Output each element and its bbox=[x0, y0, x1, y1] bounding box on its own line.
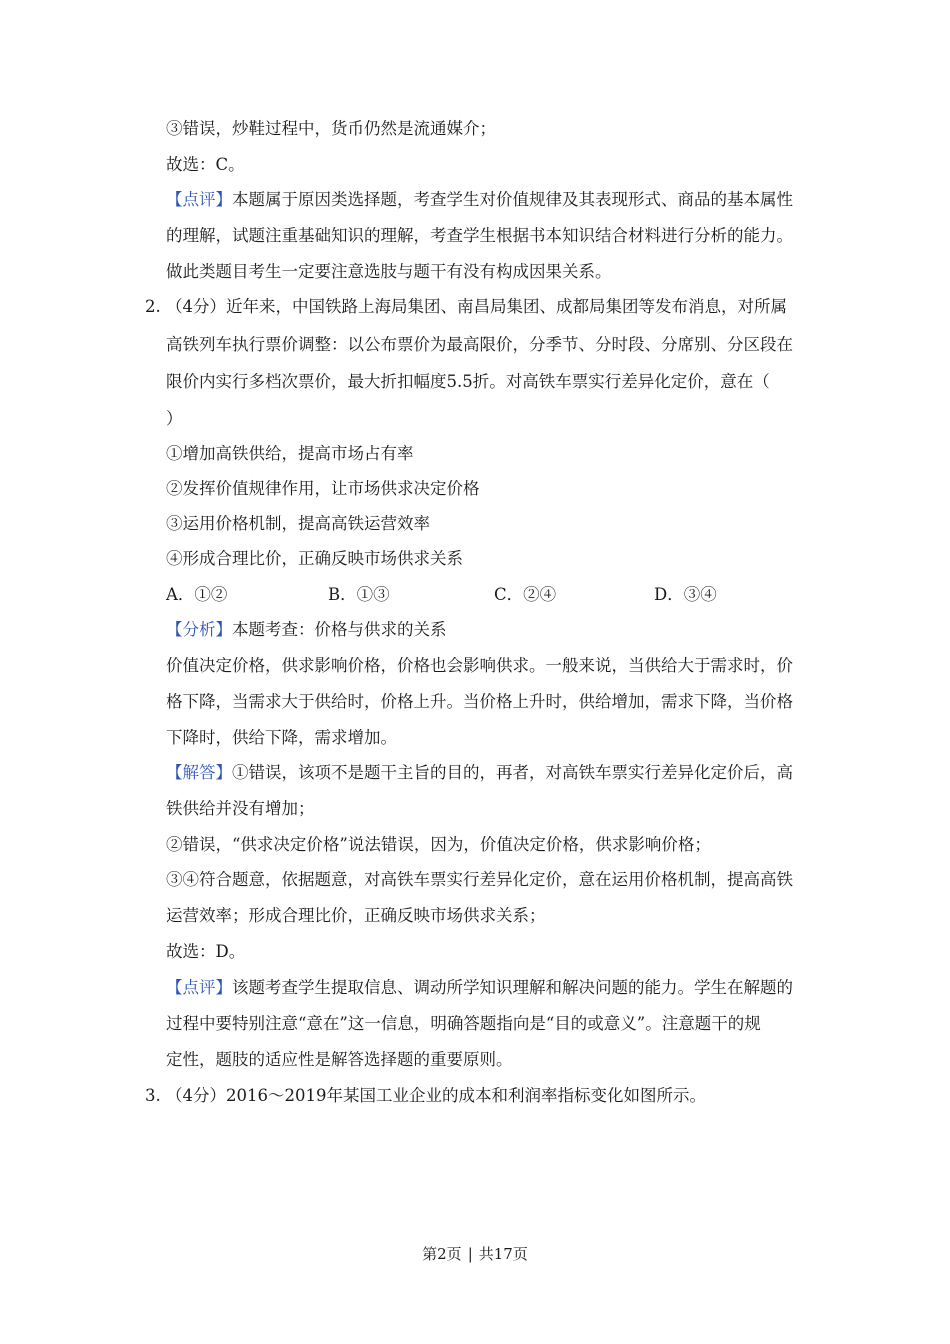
q2-comment-line-1 bbox=[166, 977, 806, 999]
q2-analysis-line-1 bbox=[166, 619, 806, 641]
solution-tag: 【解答】 bbox=[166, 763, 232, 782]
q2-item-1: ①增加高铁供给，提高市场占有率 bbox=[166, 444, 414, 463]
analysis-tag: 【分析】 bbox=[166, 620, 232, 639]
solution-text: ①错误，该项不是题干主旨的目的，再者，对高铁车票实行差异化定价后，高 bbox=[232, 763, 793, 782]
q2-item-3: ③运用价格机制，提高高铁运营效率 bbox=[166, 514, 430, 533]
page-number: 第2页 bbox=[422, 1245, 462, 1263]
q1-comment-line-1 bbox=[166, 189, 806, 211]
q2-analysis-line-3: 格下降，当需求大于供给时，价格上升。当价格上升时，供给增加，需求下降，当价格 bbox=[166, 692, 793, 711]
q2-solution-line-4: ③④符合题意，依据题意，对高铁车票实行差异化定价，意在运用价格机制，提高高铁 bbox=[166, 870, 793, 889]
comment-tag: 【点评】 bbox=[166, 190, 232, 209]
q1-answer: 故选：C。 bbox=[166, 155, 245, 174]
q1-comment-line-3: 做此类题目考生一定要注意选肢与题干有没有构成因果关系。 bbox=[166, 262, 612, 281]
q2-solution-line-5: 运营效率；形成合理比价，正确反映市场供求关系； bbox=[166, 906, 546, 925]
q2-comment-line-2: 过程中要特别注意“意在”这一信息，明确答题指向是“目的或意义”。注意题干的规 bbox=[166, 1014, 761, 1033]
q2-stem-line-1: （4分）近年来，中国铁路上海局集团、南昌局集团、成都局集团等发布消息，对所属 bbox=[166, 297, 787, 316]
footer-separator: | bbox=[467, 1245, 473, 1263]
q2-solution-line-1 bbox=[166, 762, 806, 784]
q2-solution-line-2: 铁供给并没有增加； bbox=[166, 799, 315, 818]
q2-stem-line-3: 限价内实行多档次票价，最大折扣幅度5.5折。对高铁车票实行差异化定价，意在（ bbox=[166, 372, 770, 391]
comment-text: 该题考查学生提取信息、调动所学知识理解和解决问题的能力。学生在解题的 bbox=[232, 978, 793, 997]
page-footer bbox=[0, 1244, 950, 1264]
q2-analysis-line-4: 下降时，供给下降，需求增加。 bbox=[166, 728, 397, 747]
q3-stem-line-1: （4分）2016～2019年某国工业企业的成本和利润率指标变化如图所示。 bbox=[166, 1086, 706, 1105]
q1-comment-line-2: 的理解，试题注重基础知识的理解，考查学生根据书本知识结合材料进行分析的能力。 bbox=[166, 226, 793, 245]
q2-stem-line-2: 高铁列车执行票价调整：以公布票价为最高限价，分季节、分时段、分席别、分区段在 bbox=[166, 335, 793, 354]
q2-option-b: B．①③ bbox=[328, 585, 390, 604]
q2-number: 2. bbox=[145, 297, 161, 316]
q2-option-a: A．①② bbox=[166, 585, 228, 604]
q2-solution-line-3: ②错误，“供求决定价格”说法错误，因为，价值决定价格，供求影响价格； bbox=[166, 835, 711, 854]
page-total: 共17页 bbox=[478, 1245, 528, 1263]
q2-option-d: D．③④ bbox=[654, 585, 717, 604]
q3-number: 3. bbox=[145, 1086, 161, 1105]
analysis-text: 本题考查：价格与供求的关系 bbox=[232, 620, 447, 639]
q2-stem-line-4: ） bbox=[166, 409, 183, 428]
q2-answer: 故选：D。 bbox=[166, 942, 246, 961]
comment-tag: 【点评】 bbox=[166, 978, 232, 997]
q2-item-4: ④形成合理比价，正确反映市场供求关系 bbox=[166, 549, 463, 568]
q2-item-2: ②发挥价值规律作用，让市场供求决定价格 bbox=[166, 479, 480, 498]
comment-text: 本题属于原因类选择题，考查学生对价值规律及其表现形式、商品的基本属性 bbox=[232, 190, 793, 209]
q2-analysis-line-2: 价值决定价格，供求影响价格，价格也会影响供求。一般来说，当供给大于需求时，价 bbox=[166, 656, 793, 675]
q2-option-c: C．②④ bbox=[494, 585, 557, 604]
q1-option-3-explanation: ③错误，炒鞋过程中，货币仍然是流通媒介； bbox=[166, 119, 496, 138]
q2-comment-line-3: 定性，题肢的适应性是解答选择题的重要原则。 bbox=[166, 1050, 513, 1069]
